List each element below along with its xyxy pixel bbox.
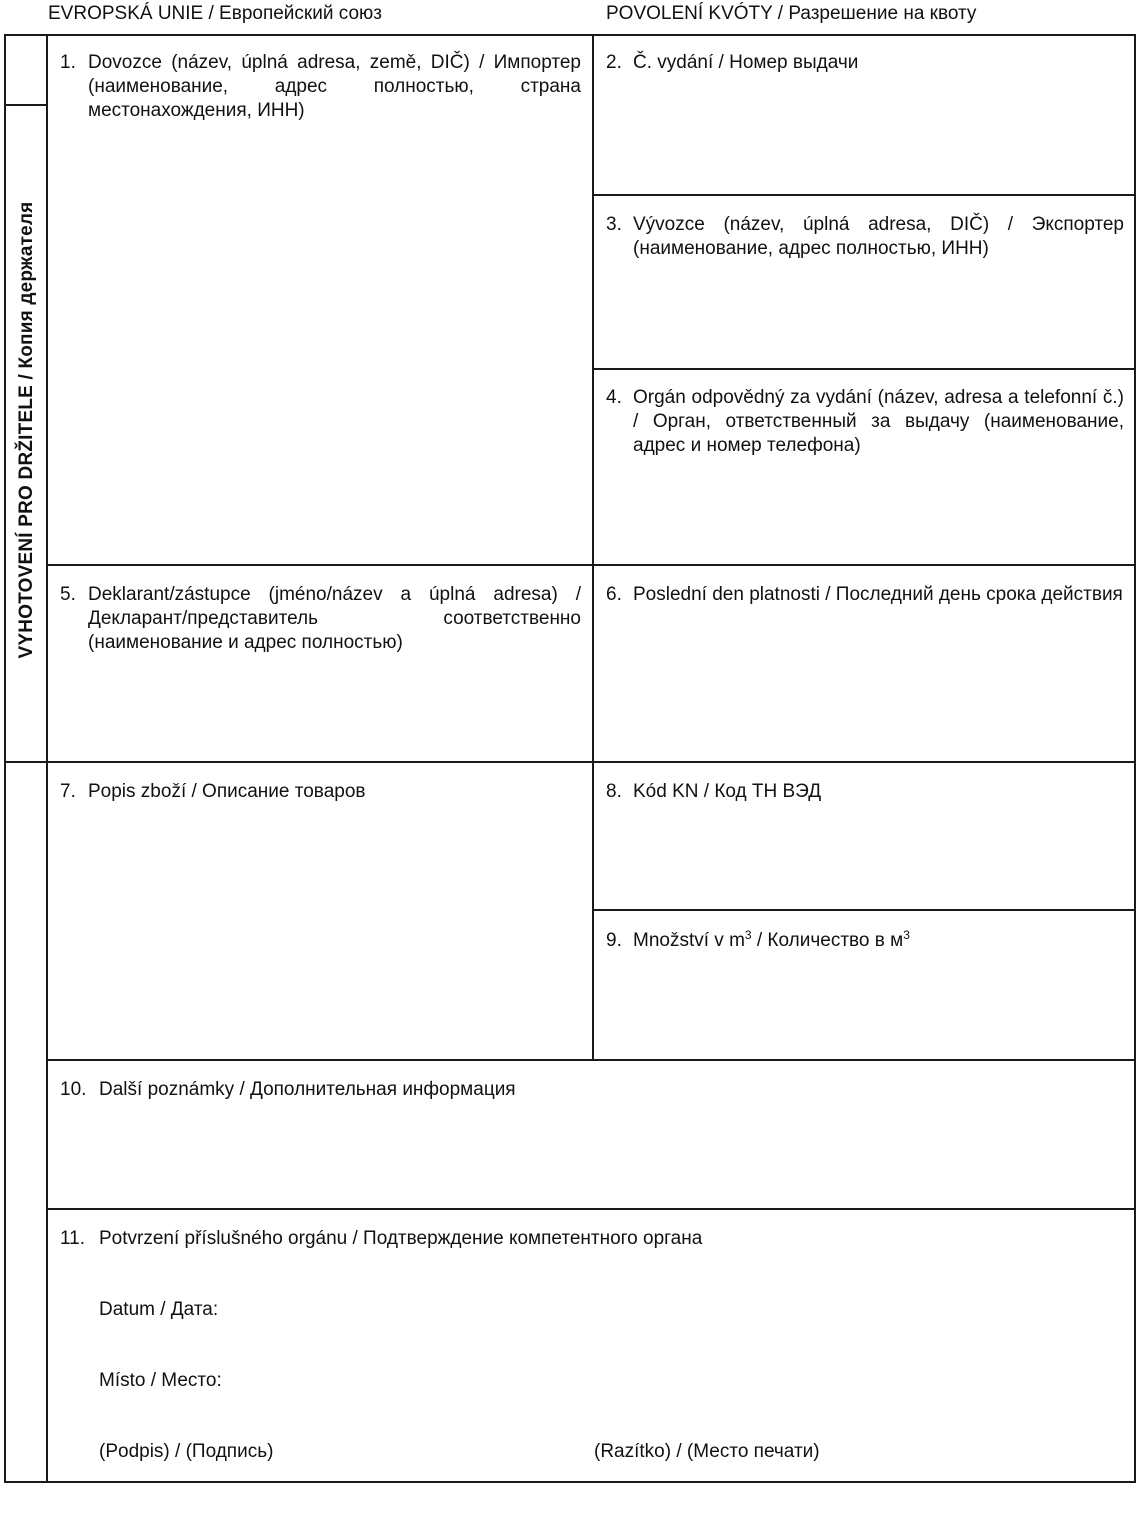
side-strip-top-rule xyxy=(4,104,48,106)
field-9-quantity xyxy=(606,929,1124,953)
field-3-exporter xyxy=(606,213,1124,261)
field-11-place-label: Místo / Место: xyxy=(99,1370,222,1391)
header-right-title: POVOLENÍ KVÓTY / Разрешение на квоту xyxy=(606,3,977,24)
frame-top xyxy=(4,34,1136,36)
field-11-number: 11. xyxy=(60,1228,86,1249)
field-6-last-validity-day xyxy=(606,583,1124,607)
field-4-number: 4. xyxy=(606,387,622,408)
field-1-number: 1. xyxy=(60,52,76,73)
field-8-label: Kód KN / Код ТН ВЭД xyxy=(633,781,822,802)
field-3-label: Vývozce (název, úplná adresa, DIČ) / Экспортер (наименование, адрес полностью, ИНН) xyxy=(633,214,1124,259)
field-4-label: Orgán odpovědný za vydání (název, adresa a telefonní č.) / Орган, ответственный за выдачу (наименование, адрес и номер телефона) xyxy=(633,387,1124,456)
field-9-sup-cz: 3 xyxy=(744,928,752,942)
field-8-cn-code xyxy=(606,780,1124,804)
frame-left xyxy=(4,34,6,1483)
field-4-issuing-authority xyxy=(606,386,1124,458)
field-1-label: Dovozce (název, úplná adresa, země, DIČ) / Импортер (наименование, адрес полностью, страна местонахождения, ИНН) xyxy=(88,52,581,121)
field-11-label: Potvrzení příslušného orgánu / Подтверждение компетентного органа xyxy=(99,1228,703,1249)
field-7-label: Popis zboží / Описание товаров xyxy=(88,781,366,802)
field-7-goods-description xyxy=(60,780,581,804)
rule-3-4 xyxy=(592,368,1136,370)
field-10-remarks xyxy=(60,1078,1124,1102)
side-label-holder-copy: VYHOTOVENÍ PRO DRŽITELE / Копия держателя xyxy=(16,201,37,659)
field-2-issue-number xyxy=(606,51,1124,75)
rule-8-9 xyxy=(592,909,1136,911)
field-11-authority-confirmation xyxy=(60,1227,1124,1251)
field-10-number: 10. xyxy=(60,1079,87,1100)
field-10-label: Další poznámky / Дополнительная информация xyxy=(99,1079,516,1100)
field-5-number: 5. xyxy=(60,584,76,605)
frame-bottom xyxy=(4,1481,1136,1483)
field-9-label-cz: Množství v m xyxy=(633,930,745,951)
field-5-label: Deklarant/zástupce (jméno/název a úplná adresa) / Декларант/представитель соответственно (наименование и адрес полностью) xyxy=(88,584,581,653)
side-strip-divider xyxy=(46,34,48,1483)
field-2-label: Č. vydání / Номер выдачи xyxy=(633,52,859,73)
header-left-title: EVROPSKÁ UNIE / Европейский союз xyxy=(48,3,382,24)
frame-right xyxy=(1134,34,1136,1483)
column-divider xyxy=(592,34,594,1060)
field-5-declarant xyxy=(60,583,581,655)
rule-9-10 xyxy=(46,1059,1136,1061)
field-8-number: 8. xyxy=(606,781,622,802)
rule-4-6 xyxy=(46,564,1136,566)
field-9-label xyxy=(606,929,1124,953)
field-6-label: Poslední den platnosti / Последний день срока действия xyxy=(633,584,1123,605)
field-9-sup-ru: 3 xyxy=(903,928,910,942)
field-6-number: 6. xyxy=(606,584,622,605)
field-9-label-ru: / Количество в м xyxy=(751,930,904,951)
field-9-number: 9. xyxy=(606,930,622,951)
field-7-number: 7. xyxy=(60,781,76,802)
field-11-stamp-label: (Razítko) / (Место печати) xyxy=(594,1441,820,1462)
rule-10-11 xyxy=(46,1208,1136,1210)
rule-6-7 xyxy=(46,761,1136,763)
rule-2-3 xyxy=(592,194,1136,196)
field-11-signature-label: (Podpis) / (Подпись) xyxy=(99,1441,274,1462)
field-1-importer xyxy=(60,51,581,123)
side-strip-bottom-rule xyxy=(4,761,48,763)
field-3-number: 3. xyxy=(606,214,622,235)
field-11-date-label: Datum / Дата: xyxy=(99,1299,219,1320)
field-2-number: 2. xyxy=(606,52,622,73)
